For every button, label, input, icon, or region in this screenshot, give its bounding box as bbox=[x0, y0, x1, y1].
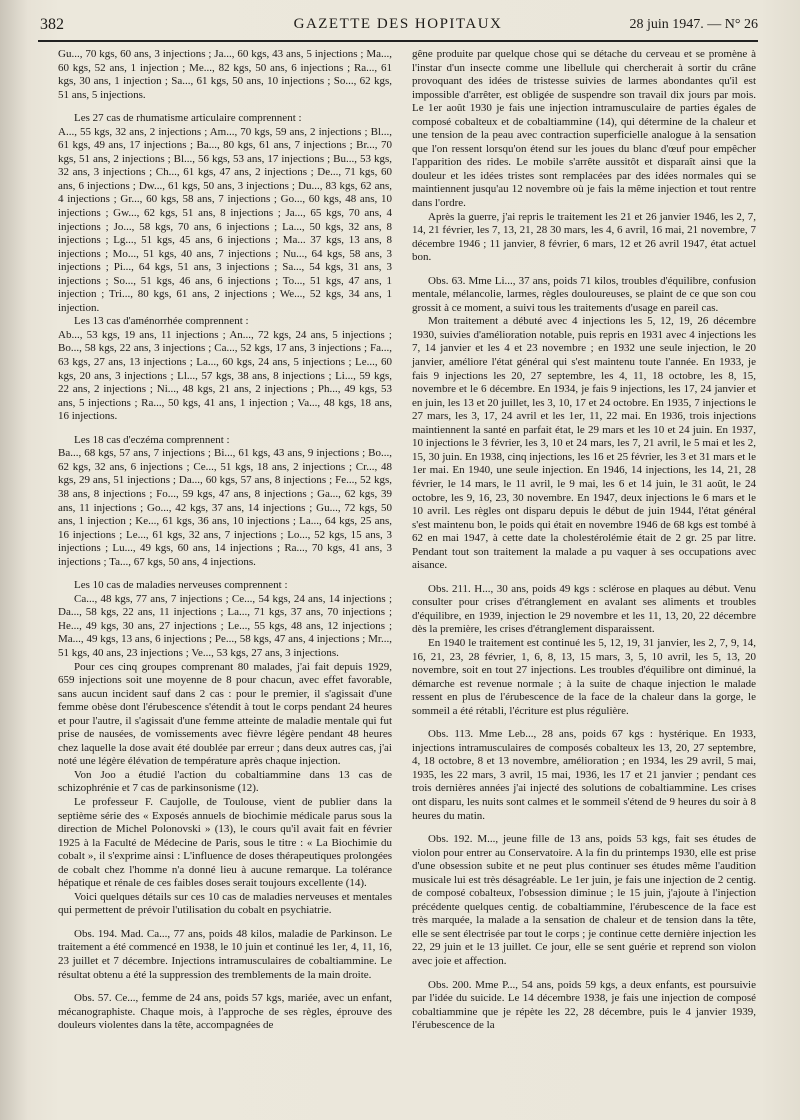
paragraph-spacer bbox=[412, 823, 756, 833]
left-paragraph: Obs. 57. Ce..., femme de 24 ans, poids 57 kgs, mariée, avec un enfant, mécanographiste. Chaque mois, à l'approche de ses règles, éprouve des douleurs violentes dans la tête, accompagnées de bbox=[58, 992, 392, 1032]
left-paragraph: A..., 55 kgs, 32 ans, 2 injections ; Am..., 70 kgs, 59 ans, 2 injections ; Bl..., 61 kgs, 49 ans, 17 injections ; Ba..., 80 kgs, 61 ans, 7 injections ; Br..., 70 kgs, 51 ans, 2 injections ; Bl..., 56 kgs, 53 ans, 17 injections ; Bu..., 53 kgs, 32 ans, 3 injections ; Ch..., 61 kgs, 47 ans, 2 injections ; De..., 71 kgs, 60 ans, 6 injections ; Dw..., 61 kgs, 50 ans, 3 injections ; Du..., 83 kgs, 62 ans, 4 injections ; Gr..., 60 kgs, 58 ans, 7 injections ; Go..., 60 kgs, 48 ans, 10 injections ; Gw..., 62 kgs, 51 ans, 8 injections ; Ja..., 65 kgs, 70 ans, 4 injections ; Jo..., 58 kgs, 70 ans, 6 injections ; La..., 50 kgs, 32 ans, 8 injections ; Lg..., 51 kgs, 45 ans, 6 injections ; Ma... 37 kgs, 13 ans, 8 injections ; Mo..., 51 kgs, 40 ans, 7 injections ; Nu..., 64 kgs, 58 ans, 3 injections ; Pi..., 64 kgs, 51 ans, 3 injections ; Sa..., 54 kgs, 31 ans, 3 injections ; So..., 51 kgs, 46 ans, 6 injections ; To..., 51 kgs, 47 ans, 1 injection ; Tri..., 80 kgs, 61 ans, 2 injections ; We..., 52 kgs, 34 ans, 1 injection. bbox=[58, 125, 392, 314]
page-number: 382 bbox=[40, 16, 64, 33]
right-paragraph: Après la guerre, j'ai repris le traitement les 21 et 26 janvier 1946, les 2, 7, 14, 21 février, les 7, 13, 21, 28 30 mars, les 4, 6 avril, 16 mai, 21 novembre, 7 décembre 1946 ; 11 janvier, 8 février, 6 mars, 12 et 26 avril 1947, état actuel bon. bbox=[412, 210, 756, 264]
paragraph-spacer bbox=[58, 982, 392, 992]
paragraph-spacer bbox=[58, 424, 392, 434]
issue-date: 28 juin 1947. — N° 26 bbox=[629, 17, 758, 32]
right-paragraph: En 1940 le traitement est continué les 5, 12, 19, 31 janvier, les 2, 7, 9, 14, 16, 21, 23, 28 février, 1, 6, 8, 13, 15 mars, 3, 5, 10 avril, les 5, 13, 20 novembre, soit en tout 27 injections. Les troubles d'équilibre ont diminué, la démarche est revenue normale ; à la suite de chaque injection le malade ressent en plus de l'érubescence de la face de la chaleur dans la gorge, le sommeil a été rétabli, l'écriture est plus régulière. bbox=[412, 636, 756, 717]
right-column bbox=[412, 48, 756, 1033]
left-paragraph: Le professeur F. Caujolle, de Toulouse, vient de publier dans la septième série des « Exposés annuels de biochimie médicale parus sous la direction de Michel Polonovski » (13), le cours qu'il avait fait en février 1925 à la Faculté de Médecine de Paris, sous le titre : « La Biochimie du cobalt », il s'exprime ainsi : L'influence de doses thérapeutiques prolongées de cobalt chez l'homme n'a donné lieu à aucune remarque. La tolérance hépatique et rénale de ces faibles doses serait toujours excellente (14). bbox=[58, 795, 392, 890]
right-paragraph: Obs. 192. M..., jeune fille de 13 ans, poids 53 kgs, fait ses études de violon pour entrer au Conservatoire. A la fin du printemps 1930, elle est prise d'une obsession subite et ne peut plus continuer ses études même l'audition musicale lui est très désagréable. Le 1er juin, je fais une injection de 2 centig. de composé cobalteux, l'obsession diminue ; le 15 juin, j'ajoute à l'injection précédente quelques centig. de cobaltiammine, l'érubescence de la face est très marquée, la malade a la sensation de chaleur et de tension dans la tête, elle se sent électrisée par tout le corps ; je continue cette dernière injection les 22, 29 juin et le 13 juillet. Ce jour, elle se sent guérie et reprend son violon avec joie et affection. bbox=[412, 833, 756, 967]
left-paragraph: Ab..., 53 kgs, 19 ans, 11 injections ; An..., 72 kgs, 24 ans, 5 injections ; Bo..., 58 kgs, 22 ans, 3 injections ; Ca..., 52 kgs, 17 ans, 3 injections ; Fa..., 63 kgs, 27 ans, 13 injections ; La..., 60 kgs, 24 ans, 5 injections ; Le..., 60 kgs, 20 ans, 3 injections ; Ll..., 57 kgs, 38 ans, 8 injections ; Li..., 59 kgs, 22 ans, 2 injections ; Ni..., 48 kgs, 21 ans, 2 injections ; Ph..., 49 kgs, 53 ans, 5 injections ; Ra..., 50 kgs, 41 ans, 1 injection ; Va..., 48 kgs, 18 ans, 16 injections. bbox=[58, 328, 392, 423]
left-paragraph: Les 10 cas de maladies nerveuses comprennent : bbox=[74, 579, 288, 592]
left-column bbox=[58, 48, 392, 1033]
left-paragraph: Voici quelques détails sur ces 10 cas de maladies nerveuses et mentales qui permettent de prévoir l'utilisation du cobalt en psychiatrie. bbox=[58, 890, 392, 917]
right-paragraph: Obs. 63. Mme Li..., 37 ans, poids 71 kilos, troubles d'équilibre, confusion mentale, mélancolie, larmes, règles douloureuses, se plaint de ce que son cou grossit à ce moment, a suivi tous les traitements d'usage en pareil cas. bbox=[412, 274, 756, 314]
left-paragraph: Les 27 cas de rhumatisme articulaire comprennent : bbox=[74, 112, 302, 125]
page-header bbox=[38, 14, 758, 42]
left-paragraph: Gu..., 70 kgs, 60 ans, 3 injections ; Ja..., 60 kgs, 43 ans, 5 injections ; Ma..., 60 kgs, 52 ans, 1 injection ; Me..., 82 kgs, 50 ans, 6 injections ; Ra..., 61 kgs, 30 ans, 1 injection ; Sa..., 61 kgs, 50 ans, 10 injections ; So..., 62 kgs, 51 ans, 5 injections. bbox=[58, 48, 392, 101]
paragraph-spacer bbox=[412, 718, 756, 728]
left-paragraph: Pour ces cinq groupes comprenant 80 malades, j'ai fait depuis 1929, 659 injections soit une moyenne de 8 pour chacun, avec effet favorable, sans aucun incident sauf dans 2 cas : pour le premier, il s'agissait d'une femme obèse dont l'érubescence s'étendit à tout le corps pendant 24 heures et pour l'autre, il s'agissait d'une femme atteinte de maladie mentale qui fut prise de nausées, de vomissements avec fièvre légère pendant 48 heures chez laquelle la dose avait été doublée par erreur ; dans deux autres cas, j'ai noté une légère élévation de température après chaque injection. bbox=[58, 660, 392, 768]
left-paragraph: Ba..., 68 kgs, 57 ans, 7 injections ; Bi..., 61 kgs, 43 ans, 9 injections ; Bo..., 62 kgs, 32 ans, 6 injections ; Ce..., 51 kgs, 18 ans, 2 injections ; Cr..., 48 kgs, 29 ans, 51 injections ; Da..., 60 kgs, 57 ans, 8 injections ; Fe..., 52 kgs, 38 ans, 8 injections ; Fo..., 59 kgs, 47 ans, 8 injections ; Ga..., 62 kgs, 39 ans, 11 injections ; Go..., 42 kgs, 37 ans, 14 injections ; Gu..., 72 kgs, 50 ans, 1 injection ; Ke..., 61 kgs, 36 ans, 10 injections ; La..., 64 kgs, 25 ans, 16 injections ; Le..., 61 kgs, 32 ans, 7 injections ; Lo..., 52 kgs, 15 ans, 3 injections ; Lu..., 49 kgs, 60 ans, 14 injections ; Ra..., 70 kgs, 41 ans, 3 injections ; Ta..., 67 kgs, 50 ans, 4 injections. bbox=[58, 447, 392, 568]
right-paragraph: Obs. 200. Mme P..., 54 ans, poids 59 kgs, a deux enfants, est poursuivie par l'idée du suicide. Le 14 décembre 1938, je fais une injection de composé cobaltiammine que je répète les 22, 28 décembre, puis le 4 janvier 1939, l'érubescence de la bbox=[412, 978, 756, 1032]
left-paragraph: Von Joo a étudié l'action du cobaltiammine dans 13 cas de schizophrénie et 7 cas de parkinsonisme (12). bbox=[58, 768, 392, 795]
paragraph-spacer bbox=[58, 569, 392, 579]
paragraph-spacer bbox=[412, 573, 756, 583]
right-paragraph: gêne produite par quelque chose qui se détache du cerveau et se promène à l'instar d'un insecte comme une libellule qui chercherait à sortir du crâne provoquant des idées de tristesse suivies de larmes abondantes qu'il est impossible d'arrêter, est obligée de suspendre son travail dix jours par mois. Le 1er août 1930 je fais une injection intramusculaire de parties égales de composé cobalteux et de cobaltiammine (14), qui détermine de la chaleur et une tension de la peau avec contraction superficielle analogue à la sensation que l'on ressent lorsqu'on étend sur les joues du blanc d'œuf pour empêcher l'apparition des rides. Le mobile s'arrête aussitôt et disparaît ainsi que la douleur et les idées tristes sont remplacées par des idées normales qui se maintiennent jusqu'au 12 novembre où je fais la même injection et tout rentre dans l'ordre. bbox=[412, 48, 756, 210]
paragraph-spacer bbox=[412, 969, 756, 979]
paragraph-spacer bbox=[412, 265, 756, 275]
right-paragraph: Obs. 211. H..., 30 ans, poids 49 kgs : sclérose en plaques au début. Venu consulter pour crises d'étranglement en avalant ses aliments et troubles d'équilibre, en 1939, injection le 29 novembre et les 11, 13, 20, 22 décembre dès la première, les crises d'étranglement disparaissent. bbox=[412, 582, 756, 636]
paragraph-spacer bbox=[58, 918, 392, 928]
left-paragraph: Les 13 cas d'aménorrhée comprennent : bbox=[74, 315, 249, 328]
left-paragraph: Les 18 cas d'eczéma comprennent : bbox=[74, 433, 230, 446]
right-paragraph: Mon traitement a débuté avec 4 injections les 5, 12, 19, 26 décembre 1930, suivies d'amélioration notable, puis repris en 1931 avec 4 injections les 7, 14 janvier et les 4 et 23 novembre ; en 1932 une seule injection, le 20 janvier, améliore l'état général qui s'est maintenu toute l'année. En 1933, je fais 9 injections les 20, 27 septembre, les 4, 11, 18 octobre, les 8, 15, novembre et le 6 décembre. En 1934, je fais 9 injections, les 17, 24 janvier et en juin, les 13 et 20 juillet, les 3, 10, 17 et 24 octobre. En 1935, 7 injections le 27 mars, les 3, 17, 24 avril et les 1er, 11, 22 mai. En 1936, trois injections maintiennent la santé en parfait état, le 29 mars et les 10 et 24 juin. En 1937, 10 injections le 3 février, les 3, 10 et 24 mars, les 7, 21 avril, le 5 mai et les 2, 15, 30 juin. En 1938, cinq injections, les 16 et 25 février, les 3 et 31 mars et le 1er mai. En 1940, une seule injection. En 1946, 14 injections, les 14, 21, 28 février, le 14 mars, le 11 avril, le 9 mai, les 6 et 14 juin, le 31 août, le 24 octobre, les 9, 16, 23, 30 novembre. En 1947, deux injections le 6 mars et le 10 avril. Les règles ont disparu depuis le début de juin 1944, l'état général s'est maintenu bon, le poids qui était en novembre 1946 de 68 kgs est tombé à 62 en mai 1947, à cette date la cholestérolémie était de 2 gr. 25 par litre. Pendant tout son traitement la malade a pu vaquer à ses occupations avec aisance. bbox=[412, 315, 756, 572]
paragraph-spacer bbox=[58, 102, 392, 112]
left-paragraph: Ca..., 48 kgs, 77 ans, 7 injections ; Ce..., 54 kgs, 24 ans, 14 injections ; Da..., 58 kgs, 22 ans, 11 injections ; La..., 71 kgs, 37 ans, 70 injections ; He..., 49 kgs, 30 ans, 27 injections ; Le..., 55 kgs, 48 ans, 12 injections ; Ma..., 49 kgs, 13 ans, 6 injections ; Pe..., 58 kgs, 47 ans, 4 injections ; Mr..., 51 kgs, 40 ans, 23 injections ; Ve..., 53 kgs, 27 ans, 3 injections. bbox=[58, 592, 392, 659]
left-paragraph: Obs. 194. Mad. Ca..., 77 ans, poids 48 kilos, maladie de Parkinson. Le traitement a été commencé en 1938, le 10 juin et continué les 1er, 4, 11, 16, 23 juillet et 7 décembre. Injections intramusculaires de cobaltiammine. Le résultat obtenu a été la suppression des tremblements de la main droite. bbox=[58, 927, 392, 981]
journal-title: GAZETTE DES HOPITAUX bbox=[293, 16, 503, 32]
right-paragraph: Obs. 113. Mme Leb..., 28 ans, poids 67 kgs : hystérique. En 1933, injections intramusculaires de composés cobalteux les 13, 20, 27 septembre, 4, 18 octobre, 8 et 13 novembre, amélioration ; en 1934, les 29 avril, 5 mai, 1935, les 22 mars, 3 avril, 15 mai, 1936, les 17 et 21 janvier ; pendant ces trois dernières années j'ai injecté des solutions de cobaltiammine. Les crises ont disparu, les nuits sont calmes et le sommeil s'étend de 9 heures du soir à 8 heures du matin. bbox=[412, 728, 756, 822]
